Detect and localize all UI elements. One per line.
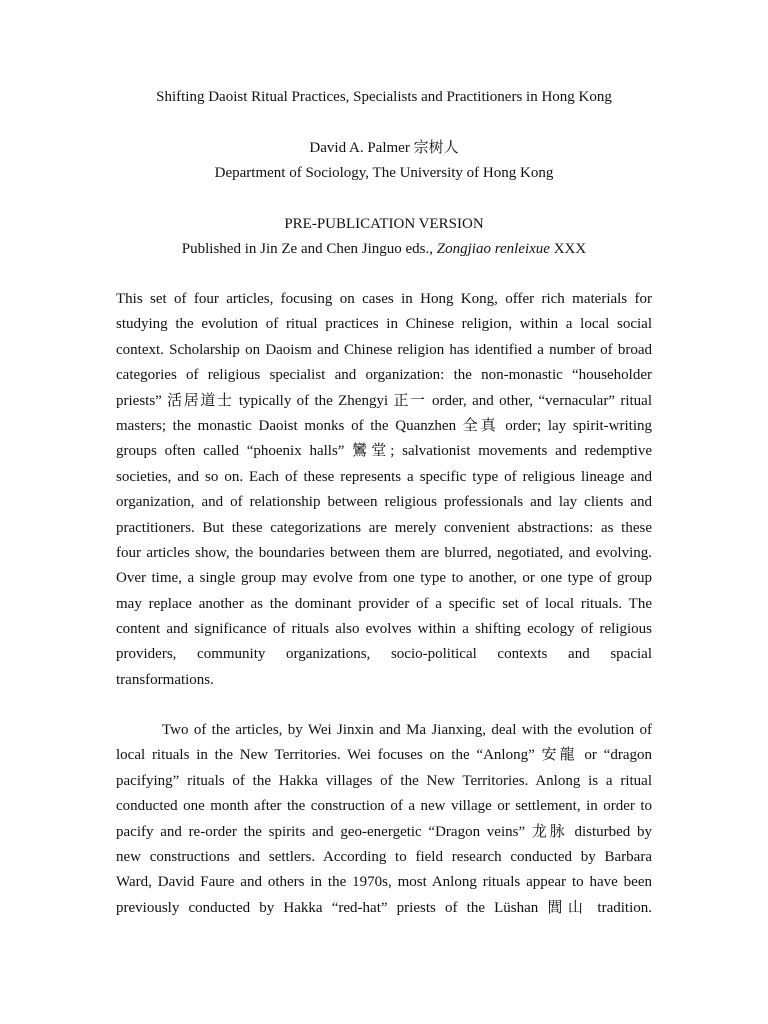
paragraph-line: studying the evolution of ritual practices in Chinese religion, within a local social: [116, 316, 652, 333]
paragraph-line: conducted one month after the construction of a new village or settlement, in order to: [116, 798, 652, 815]
paragraph-line: pacify and re-order the spirits and geo-energetic “Dragon veins” 龙脉 disturbed by: [116, 823, 652, 840]
version-label: PRE-PUBLICATION VERSION: [284, 216, 484, 232]
paragraph-line: Ward, David Faure and others in the 1970s, most Anlong rituals appear to have been: [116, 874, 652, 891]
paragraph-line: categories of religious specialist and organization: the non-monastic “householder: [116, 367, 652, 384]
paragraph-line: This set of four articles, focusing on cases in Hong Kong, offer rich materials for: [116, 291, 652, 307]
paragraph-line: previously conducted by Hakka “red-hat” priests of the Lüshan 閭山 tradition.: [116, 899, 652, 916]
paragraph-line: organization, and of relationship between religious professionals and lay clients and: [116, 494, 652, 511]
publication-suffix: XXX: [549, 241, 587, 257]
paragraph-line: four articles show, the boundaries between them are blurred, negotiated, and evolving.: [116, 544, 652, 561]
publication-note: [0, 240, 768, 258]
paragraph-line: groups often called “phoenix halls” 鸞堂; salvationist movements and redemptive: [116, 443, 652, 460]
paragraph-line: content and significance of rituals also evolves within a shifting ecology of religious: [116, 621, 652, 638]
paragraph-line: Two of the articles, by Wei Jinxin and Ma Jianxing, deal with the evolution of: [162, 722, 652, 738]
paragraph-line: masters; the monastic Daoist monks of the Quanzhen 全真 order; lay spirit-writing: [116, 417, 652, 434]
paragraph-line: societies, and so on. Each of these represents a specific type of religious lineage and: [116, 468, 652, 485]
paragraph-line: transformations.: [116, 671, 214, 688]
paragraph-line: priests” 活居道士 typically of the Zhengyi 正一 order, and other, “vernacular” ritual: [116, 392, 652, 409]
paragraph-line: pacifying” rituals of the Hakka villages of the New Territories. Anlong is a ritual: [116, 772, 652, 789]
author-line: David A. Palmer 宗树人: [309, 140, 459, 156]
paragraph-line: local rituals in the New Territories. Wei focuses on the “Anlong” 安龍 or “dragon: [116, 747, 652, 764]
paragraph-line: providers, community organizations, socio-political contexts and spacial: [116, 646, 652, 663]
paragraph-line: may replace another as the dominant provider of a specific set of local rituals. The: [116, 595, 652, 612]
journal-title: Zongjiao renleixue: [436, 241, 550, 257]
paragraph-1: [116, 287, 652, 693]
paragraph-line: practitioners. But these categorizations are merely convenient abstractions: as these: [116, 519, 652, 536]
paragraph-line: new constructions and settlers. According to field research conducted by Barbara: [116, 848, 652, 865]
affiliation-line: Department of Sociology, The University of Hong Kong: [214, 165, 554, 181]
publication-prefix: Published in Jin Ze and Chen Jinguo eds.,: [181, 241, 437, 257]
paragraph-2: [116, 718, 652, 921]
paragraph-line: Over time, a single group may evolve from one type to another, or one type of group: [116, 570, 652, 587]
paragraph-line: context. Scholarship on Daoism and Chinese religion has identified a number of broad: [116, 341, 652, 358]
article-title: Shifting Daoist Ritual Practices, Specialists and Practitioners in Hong Kong: [156, 89, 612, 105]
